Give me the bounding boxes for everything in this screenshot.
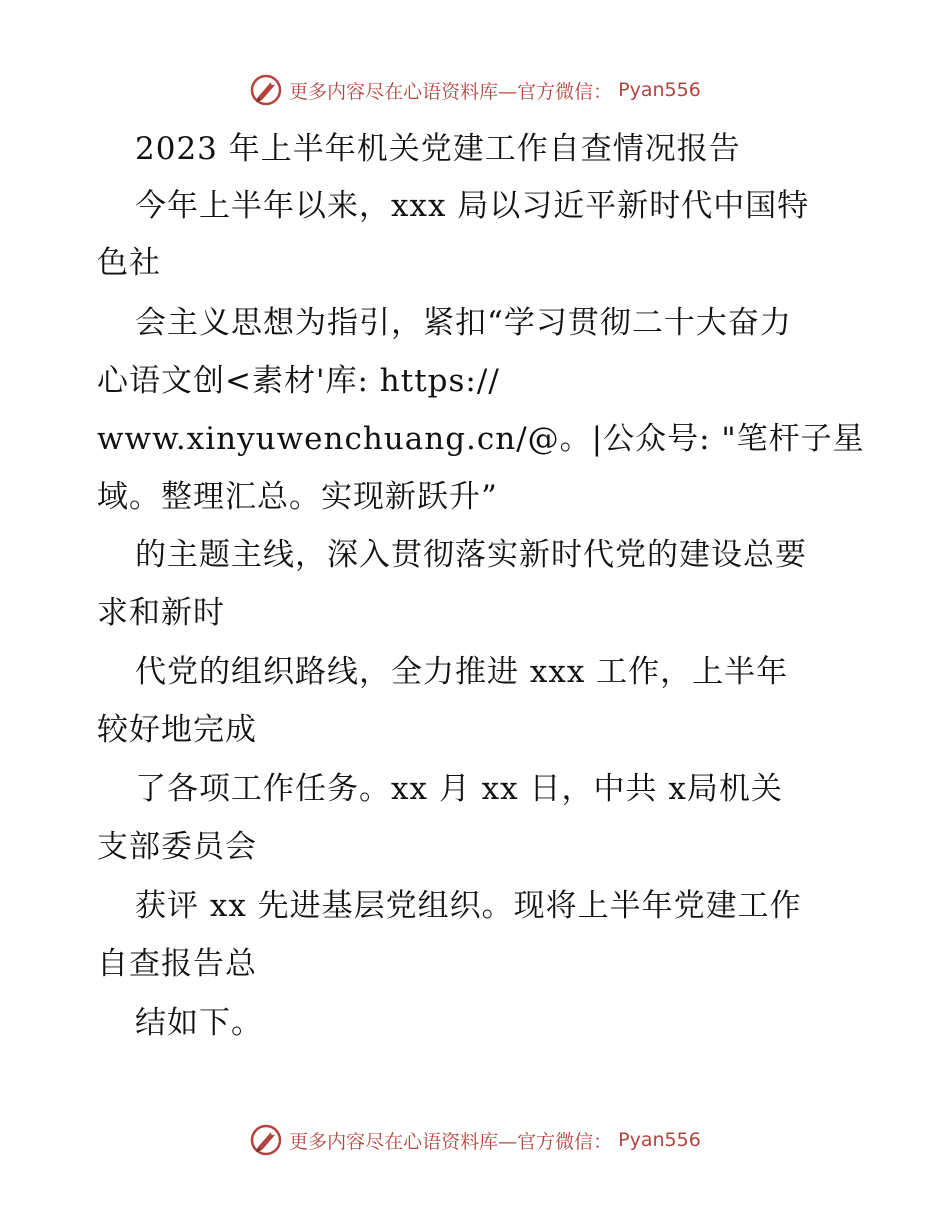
paragraph-line: 较好地完成 <box>97 712 257 748</box>
watermark-text: 更多内容尽在心语资料库—官方微信： <box>289 80 613 103</box>
watermark-text: 更多内容尽在心语资料库—官方微信： <box>289 1130 613 1153</box>
paragraph-line: 代党的组织路线，全力推进 xxx 工作，上半年 <box>135 654 789 690</box>
document-title: 2023 年上半年机关党建工作自查情况报告 <box>135 131 741 167</box>
paragraph-line: www.xinyuwenchuang.cn/@。|公众号: "笔杆子星 <box>97 421 865 457</box>
pen-logo-icon <box>249 1123 283 1157</box>
paragraph-line: 域。整理汇总。实现新跃升” <box>97 479 498 515</box>
paragraph-line: 今年上半年以来，xxx 局以习近平新时代中国特 <box>135 188 810 224</box>
pen-logo-icon <box>249 73 283 107</box>
footer-watermark-banner <box>0 1120 950 1160</box>
paragraph-line: 的主题主线，深入贯彻落实新时代党的建设总要 <box>135 537 807 573</box>
watermark-wechat-id: Pyan556 <box>618 1129 701 1151</box>
paragraph-line: 支部委员会 <box>97 829 257 865</box>
paragraph-line: 获评 xx 先进基层党组织。现将上半年党建工作 <box>135 888 802 924</box>
paragraph-line: 色社 <box>97 245 161 281</box>
paragraph-line: 会主义思想为指引，紧扣“学习贯彻二十大奋力 <box>135 305 792 341</box>
paragraph-line: 结如下。 <box>135 1005 263 1041</box>
paragraph-line: 心语文创<素材'库: https:// <box>97 363 500 399</box>
watermark-wechat-id: Pyan556 <box>618 79 701 101</box>
paragraph-line: 了各项工作任务。xx 月 xx 日，中共 x局机关 <box>135 771 783 807</box>
header-watermark-banner <box>0 70 950 110</box>
paragraph-line: 自查报告总 <box>97 946 257 982</box>
paragraph-line: 求和新时 <box>97 595 225 631</box>
